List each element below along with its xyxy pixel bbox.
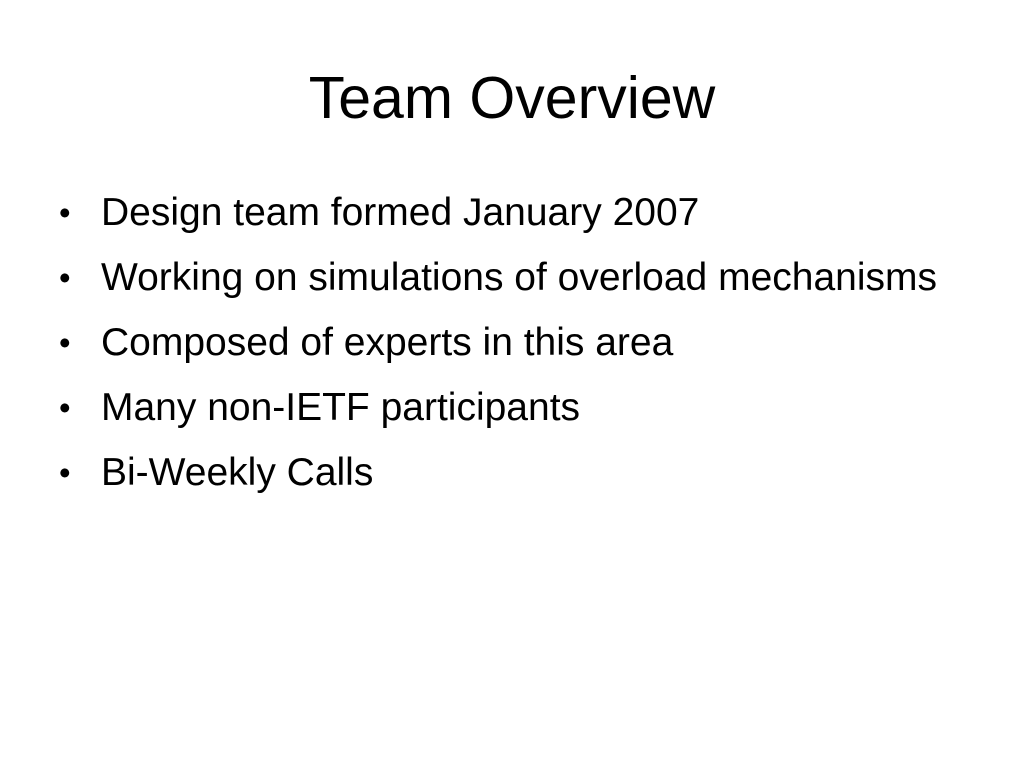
- bullet-icon: •: [59, 454, 71, 491]
- bullet-text: Many non-IETF participants: [101, 386, 581, 429]
- bullet-item-calls: [55, 446, 955, 499]
- slide-title: Team Overview: [308, 65, 716, 131]
- bullet-icon: •: [59, 389, 71, 426]
- bullet-text: Composed of experts in this area: [101, 321, 674, 364]
- bullet-text: Bi-Weekly Calls: [101, 451, 374, 494]
- bullet-item-simulations: [55, 251, 955, 304]
- bullet-item-participants: [55, 381, 955, 434]
- bullet-text: Design team formed January 2007: [101, 191, 700, 234]
- bullet-icon: •: [59, 324, 71, 361]
- bullet-list: [55, 186, 955, 511]
- bullet-icon: •: [59, 194, 71, 231]
- bullet-text: Working on simulations of overload mechanisms: [101, 256, 937, 299]
- bullet-icon: •: [59, 259, 71, 296]
- bullet-item-team-formed: [55, 186, 955, 239]
- bullet-item-experts: [55, 316, 955, 369]
